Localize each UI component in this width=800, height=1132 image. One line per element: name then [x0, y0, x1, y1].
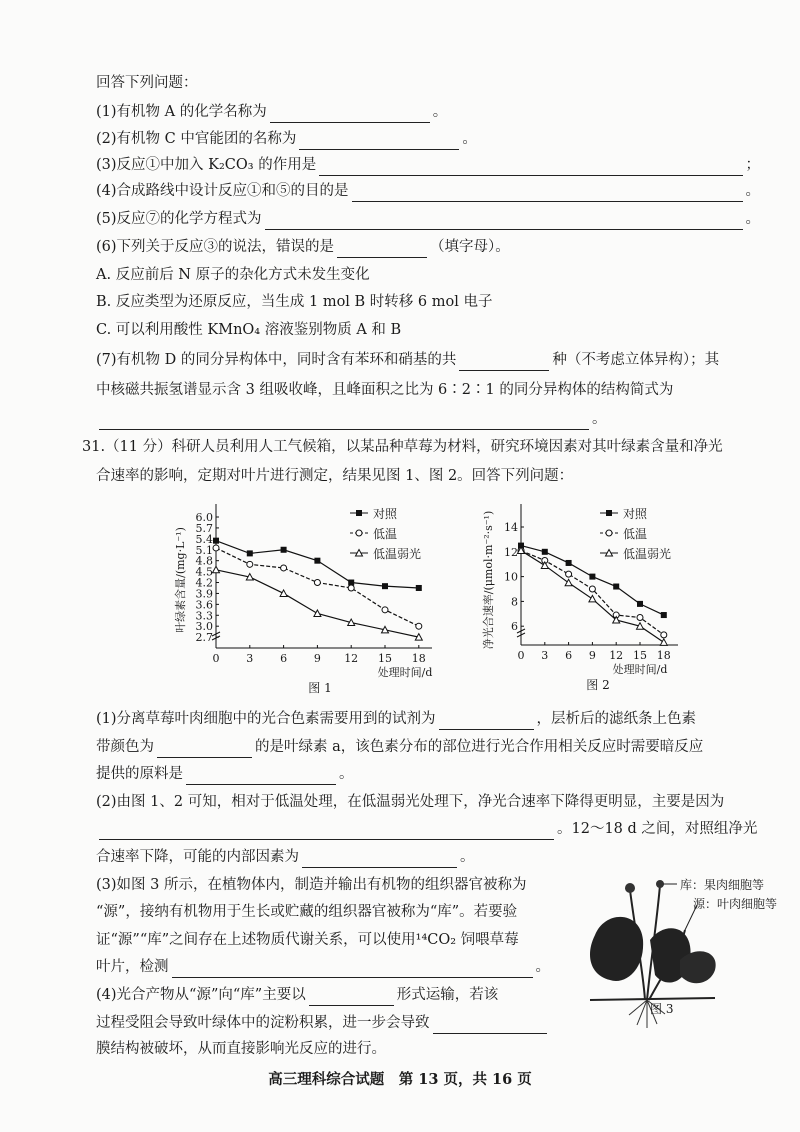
q-text: (6)下列关于反应③的说法，错误的是	[96, 239, 335, 255]
q-text: 。	[745, 183, 760, 199]
marker-circle	[213, 545, 219, 551]
y-tick-label: 6.0	[195, 511, 213, 524]
marker-circle	[314, 580, 320, 586]
answer-blank[interactable]	[352, 185, 743, 202]
marker-square	[382, 583, 388, 589]
q30-3	[96, 154, 760, 176]
q30-4	[96, 180, 760, 202]
marker-circle	[661, 632, 667, 638]
marker-circle	[356, 530, 362, 536]
q31-3-line2: “源”，接纳有机物用于生长或贮藏的组织器官被称为“库”。若要验	[96, 904, 518, 920]
q-text: ；	[745, 157, 760, 173]
q31-3-line3: 证“源”“库”之间存在上述物质代谢关系，可以使用¹⁴CO₂ 饲喂草莓	[96, 932, 519, 948]
leaf	[590, 917, 643, 981]
answer-blank[interactable]	[172, 961, 533, 978]
q-text: 。	[462, 131, 477, 147]
q-text: (5)反应⑦的化学方程式为	[96, 211, 262, 227]
marker-square	[247, 550, 253, 556]
marker-circle	[566, 571, 572, 577]
marker-square	[213, 538, 219, 544]
legend-label: 低温弱光	[373, 547, 422, 561]
marker-square	[606, 510, 612, 516]
x-tick-label: 15	[633, 649, 647, 662]
y-tick-label: 14	[504, 521, 518, 534]
q-text: ，层析后的滤纸条上色素	[536, 711, 697, 727]
page-footer: 高三理科综合试题 第 13 页，共 16 页	[268, 1071, 532, 1088]
answer-blank[interactable]	[302, 851, 457, 868]
x-tick-label: 6	[565, 649, 573, 662]
answer-blank[interactable]	[299, 133, 459, 150]
x-tick-label: 9	[313, 652, 321, 665]
marker-square	[566, 560, 572, 566]
q-text: （填字母）。	[430, 239, 510, 255]
x-tick-label: 12	[609, 649, 624, 662]
q-text: 。12～18 d 之间，对照组净光	[557, 821, 758, 837]
y-tick-label: 10	[504, 570, 518, 584]
x-tick-label: 12	[344, 652, 359, 665]
y-tick-label: 8	[511, 595, 518, 609]
x-tick-label: 15	[378, 652, 392, 665]
marker-circle	[382, 607, 388, 613]
legend-label: 对照	[373, 507, 398, 521]
source-label: 源：叶肉细胞等	[693, 897, 778, 911]
x-tick-label: 18	[411, 652, 426, 665]
marker-square	[416, 585, 422, 591]
q-text: (1)分离草莓叶肉细胞中的光合色素需要用到的试剂为	[96, 711, 436, 727]
series-line-circle	[521, 551, 664, 635]
marker-square	[661, 612, 667, 618]
q-text: 形式运输，若该	[396, 987, 499, 1003]
marker-square	[314, 558, 320, 564]
q31-header: 31.（11 分）科研人员利用人工气候箱，以某品种草莓为材料，研究环境因素对其叶绿素含量和净光	[82, 439, 723, 455]
q-text: 过程受阻会导致叶绿体中的淀粉积累，进一步会导致	[96, 1015, 430, 1031]
q-text: 。	[745, 211, 760, 227]
q31-4-line3: 膜结构被破坏，从而直接影响光反应的进行。	[96, 1041, 386, 1057]
y-tick-label: 5.7	[195, 521, 213, 535]
q31-1-line3	[96, 763, 760, 785]
marker-circle	[281, 565, 287, 571]
q-text: (3)反应①中加入 K₂CO₃ 的作用是	[96, 157, 317, 173]
answer-blank[interactable]	[309, 989, 394, 1006]
figure-3-strawberry-plant	[585, 870, 785, 1030]
answer-blank[interactable]	[99, 823, 554, 840]
q30-1	[96, 101, 760, 123]
q-text: 。	[535, 959, 550, 975]
q-text: 合速率下降，可能的内部因素为	[96, 849, 299, 865]
marker-triangle	[280, 590, 287, 597]
q31-2-line3	[96, 846, 760, 868]
y-tick-label: 5.1	[195, 543, 213, 557]
marker-triangle	[314, 610, 321, 617]
q-text: 种（不考虑立体异构）；其	[552, 352, 720, 368]
x-tick-label: 18	[656, 649, 671, 662]
marker-circle	[606, 530, 612, 536]
marker-square	[281, 547, 287, 553]
marker-circle	[348, 585, 354, 591]
q-text: (7)有机物 D 的同分异构体中，同时含有苯环和硝基的共	[96, 352, 457, 368]
marker-square	[356, 510, 362, 516]
y-tick-label: 3.3	[195, 609, 213, 623]
y-axis-label: 叶绿素含量/(mg·L⁻¹)	[174, 527, 187, 633]
y-tick-label: 3.9	[195, 587, 213, 601]
x-tick-label: 6	[280, 652, 288, 665]
q-text: 提供的原料是	[96, 766, 183, 782]
x-tick-label: 0	[517, 649, 525, 662]
marker-circle	[637, 615, 643, 621]
y-tick-label: 2.7	[195, 631, 213, 645]
marker-square	[613, 584, 619, 590]
q-text: (2)有机物 C 中官能团的名称为	[96, 131, 297, 147]
q-text: 的是叶绿素 a，该色素分布的部位进行光合作用相关反应时需要暗反应	[255, 739, 704, 755]
option-a: A. 反应前后 N 原子的杂化方式未发生变化	[96, 267, 370, 283]
figure-caption: 图 2	[586, 678, 610, 692]
q31-4-line2	[96, 1012, 550, 1034]
x-tick-label: 3	[541, 649, 549, 662]
marker-circle	[589, 586, 595, 592]
q30-intro: 回答下列问题：	[96, 75, 198, 91]
q31-header-line2: 合速率的影响，定期对叶片进行测定，结果见图 1、图 2。回答下列问题：	[96, 468, 574, 484]
figure-3-caption: 图 3	[650, 1002, 674, 1016]
figure-2-chart	[480, 500, 710, 700]
answer-blank[interactable]	[265, 213, 743, 230]
q-text: 。	[460, 849, 475, 865]
marker-circle	[416, 623, 422, 629]
answer-blank[interactable]	[433, 1017, 548, 1034]
q31-1-line2	[96, 736, 760, 758]
y-tick-label: 3.0	[195, 620, 213, 634]
marker-square	[589, 574, 595, 580]
q31-2-line2	[96, 818, 760, 840]
q-text: (4)合成路线中设计反应①和⑤的目的是	[96, 183, 349, 199]
y-tick-label: 12	[504, 545, 518, 559]
q-text: 。	[432, 104, 448, 120]
q30-7	[96, 349, 760, 371]
x-tick-label: 3	[246, 652, 254, 665]
answer-blank[interactable]	[99, 413, 589, 430]
leaf	[680, 951, 716, 983]
x-axis-label: 处理时间/d	[377, 666, 433, 679]
legend-label: 低温	[623, 527, 648, 541]
q31-4	[96, 984, 550, 1006]
marker-circle	[247, 561, 253, 567]
q30-7-line2: 中核磁共振氢谱显示含 3 组吸收峰，且峰面积之比为 6∶2∶1 的同分异构体的结构简式为	[96, 382, 674, 398]
q31-2: (2)由图 1、2 可知，相对于低温处理，在低温弱光处理下，净光合速率下降得更明显，主要是因为	[96, 794, 725, 810]
y-tick-label: 6	[511, 620, 518, 634]
q30-6	[96, 236, 760, 258]
flower	[625, 883, 635, 893]
answer-blank[interactable]	[459, 354, 549, 371]
legend-label: 低温弱光	[623, 547, 672, 561]
answer-blank[interactable]	[439, 713, 534, 730]
y-tick-label: 3.6	[195, 598, 213, 612]
y-tick-label: 5.4	[195, 532, 213, 546]
q31-3-line4	[96, 956, 550, 978]
q-text: 叶片，检测	[96, 959, 169, 975]
q31-1	[96, 708, 760, 730]
marker-triangle	[660, 639, 667, 646]
y-tick-label: 4.8	[195, 554, 213, 568]
legend-label: 对照	[623, 507, 648, 521]
y-tick-label: 4.2	[195, 576, 213, 590]
sink-label: 库：果肉细胞等	[680, 878, 765, 892]
q30-7-line3	[96, 408, 760, 430]
q-text: 。	[592, 411, 607, 427]
answer-blank[interactable]	[337, 241, 427, 258]
figure-caption: 图 1	[308, 681, 332, 695]
option-c: C. 可以利用酸性 KMnO₄ 溶液鉴别物质 A 和 B	[96, 322, 402, 338]
option-b: B. 反应类型为还原反应，当生成 1 mol B 时转移 6 mol 电子	[96, 294, 493, 310]
marker-square	[637, 601, 643, 607]
fruit	[656, 880, 664, 888]
y-tick-label: 4.5	[195, 565, 213, 579]
answer-blank[interactable]	[186, 768, 336, 785]
q30-2	[96, 128, 760, 150]
answer-blank[interactable]	[270, 106, 430, 123]
q-text: (4)光合产物从“源”向“库”主要以	[96, 987, 306, 1003]
x-tick-label: 0	[212, 652, 220, 665]
marker-square	[542, 549, 548, 555]
legend-label: 低温	[373, 527, 398, 541]
figure-1-chart	[170, 500, 470, 700]
q30-5	[96, 208, 760, 230]
answer-blank[interactable]	[319, 159, 742, 176]
q-text: 。	[339, 766, 354, 782]
q31-3: (3)如图 3 所示，在植物体内，制造并输出有机物的组织器官被称为	[96, 877, 527, 893]
answer-blank[interactable]	[157, 741, 252, 758]
marker-triangle	[213, 566, 220, 573]
x-axis-label: 处理时间/d	[612, 663, 668, 676]
x-tick-label: 9	[588, 649, 596, 662]
marker-triangle	[589, 595, 596, 602]
q-text: (1)有机物 A 的化学名称为	[96, 104, 267, 120]
q-text: 带颜色为	[96, 739, 154, 755]
y-axis-label: 净光合速率/(μmol·m⁻²·s⁻¹)	[482, 510, 495, 650]
